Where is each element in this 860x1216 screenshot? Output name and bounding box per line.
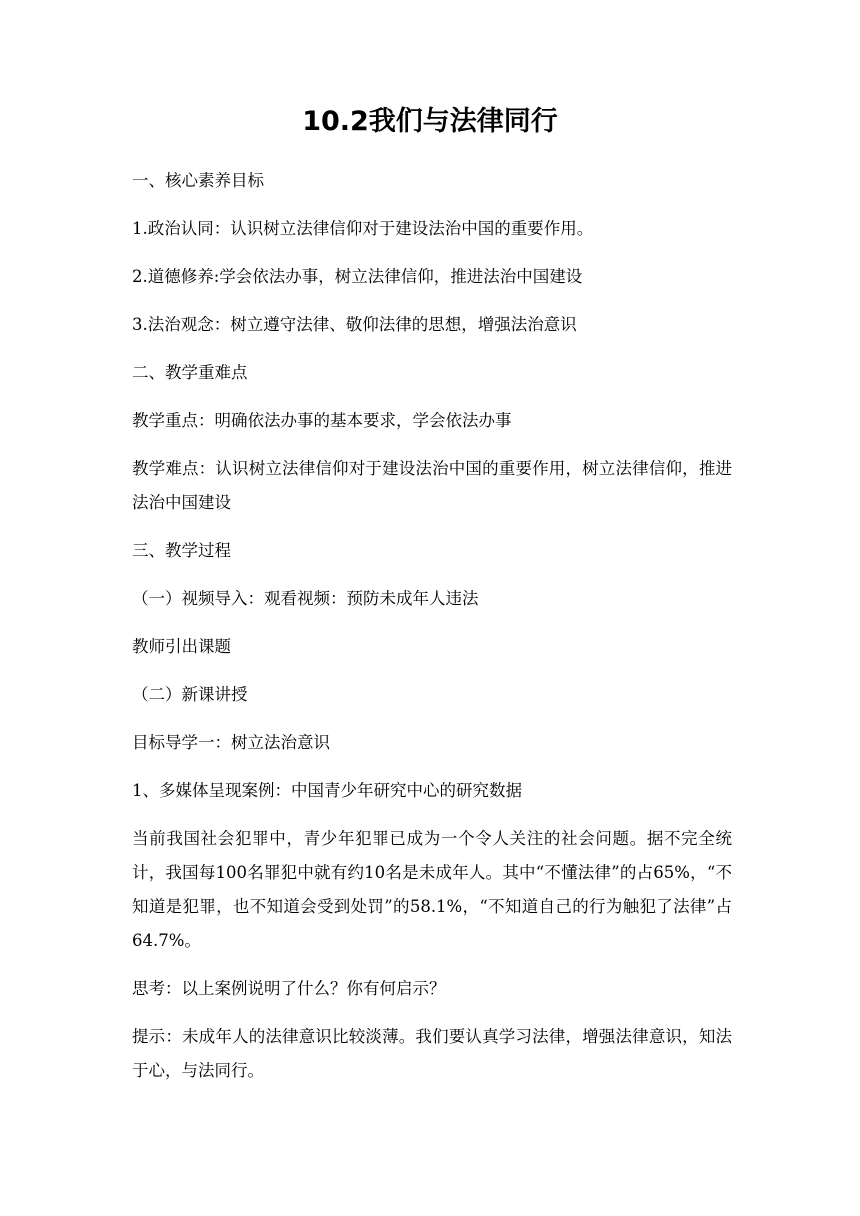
hint-answer: 提示：未成年人的法律意识比较淡薄。我们要认真学习法律，增强法律意识，知法于心，与法同行。 [132, 1027, 732, 1080]
section-heading-core-goals: 一、核心素养目标 [132, 171, 264, 190]
goal-rule-of-law-concept: 3.法治观念：树立遵守法律、敬仰法律的思想，增强法治意识 [132, 315, 577, 334]
teacher-introduces-topic: 教师引出课题 [132, 637, 231, 656]
goal-moral-cultivation: 2.道德修养:学会依法办事，树立法律信仰，推进法治中国建设 [132, 267, 583, 286]
learning-goal-one: 目标导学一：树立法治意识 [132, 733, 330, 752]
new-lesson-heading: （二）新课讲授 [132, 685, 248, 704]
section-heading-teaching-process: 三、教学过程 [132, 541, 231, 560]
teaching-key-point: 教学重点：明确依法办事的基本要求，学会依法办事 [132, 411, 512, 430]
section-heading-key-difficult-points: 二、教学重难点 [132, 363, 248, 382]
thinking-question: 思考：以上案例说明了什么？你有何启示？ [132, 979, 446, 998]
teaching-difficult-point: 教学难点：认识树立法律信仰对于建设法治中国的重要作用，树立法律信仰，推进法治中国建设 [132, 459, 732, 512]
case-description: 当前我国社会犯罪中，青少年犯罪已成为一个令人关注的社会问题。据不完全统计，我国每100名罪犯中就有约10名是未成年人。其中“不懂法律”的占65%，“不知道是犯罪，也不知道会受到处罚”的58.1%，“不知道自己的行为触犯了法律”占64.7%。 [132, 829, 732, 950]
video-intro: （一）视频导入：观看视频：预防未成年人违法 [132, 589, 479, 608]
document-title: 10.2我们与法律同行 [302, 106, 558, 137]
goal-political-identity: 1.政治认同：认识树立法律信仰对于建设法治中国的重要作用。 [132, 219, 594, 238]
multimedia-case-heading: 1、多媒体呈现案例：中国青少年研究中心的研究数据 [132, 781, 522, 800]
